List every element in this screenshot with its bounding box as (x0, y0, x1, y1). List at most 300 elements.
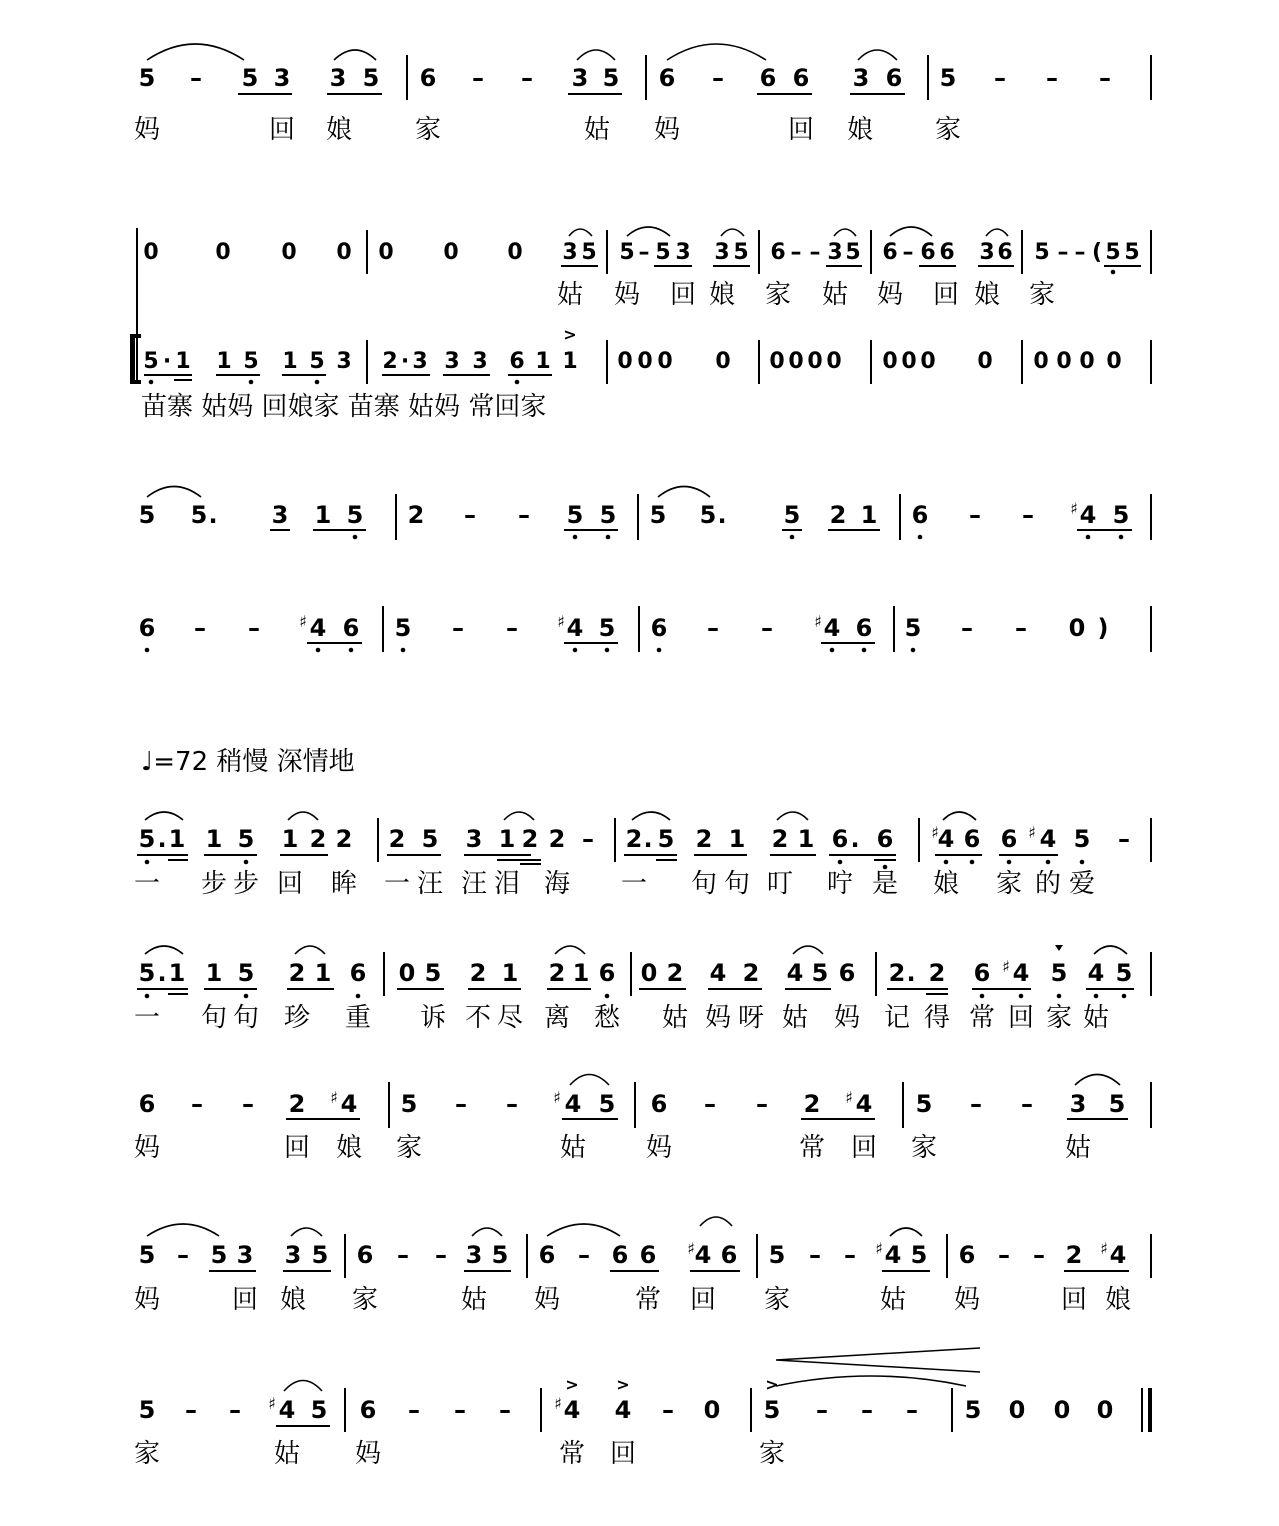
lyric: 娘 (279, 1285, 307, 1315)
lyric: 娘 (846, 115, 874, 145)
tie (284, 1381, 322, 1392)
lyric: 常 (968, 1003, 996, 1033)
note: 5 (138, 64, 156, 92)
note: 6 (911, 501, 929, 529)
note: 4 (563, 1396, 581, 1424)
note: 4 (1012, 959, 1030, 987)
note: 6 (138, 1090, 156, 1118)
lyric: 姑 (559, 1133, 587, 1163)
note: 2 (548, 825, 566, 853)
dot-mark: . (717, 501, 727, 529)
note: 5 (190, 501, 208, 529)
lyric: 姑 (821, 280, 849, 310)
rest: 0 (657, 349, 673, 374)
tie (472, 1228, 502, 1236)
dash: – (1015, 614, 1027, 642)
rest: 0 (378, 240, 394, 265)
low-dot (830, 648, 835, 653)
rest: 0 (640, 959, 658, 987)
lyric: 家 (133, 1439, 161, 1469)
sharp-sign: ♯ (1100, 1239, 1108, 1258)
note: 6 (997, 240, 1013, 265)
lyric: 姑 (879, 1285, 907, 1315)
tie (776, 1376, 966, 1386)
low-dot (1019, 994, 1024, 999)
low-dot (349, 648, 354, 653)
lyric: 一 (133, 869, 161, 899)
note: 6 (963, 825, 981, 853)
dash: – (521, 64, 533, 92)
tie (834, 229, 856, 236)
system-bracket (130, 334, 141, 384)
lyric: 娘 (708, 280, 736, 310)
note: 5 (1112, 501, 1130, 529)
note: 5 (602, 64, 620, 92)
note: 1 (168, 959, 186, 987)
dash: – (1118, 825, 1130, 853)
dash: – (454, 1396, 466, 1424)
lyric: 妈 (704, 1003, 732, 1033)
dot-mark: . (157, 825, 167, 853)
note: 1 (860, 501, 878, 529)
low-dot (315, 380, 320, 385)
note: 6 (138, 614, 156, 642)
note: 3 (284, 1241, 302, 1269)
dash: – (969, 501, 981, 529)
note: 5 (939, 64, 957, 92)
low-dot (918, 535, 923, 540)
note: 4 (566, 614, 584, 642)
dot-mark: . (906, 959, 916, 987)
lyric: 家 (910, 1133, 938, 1163)
low-dot (605, 994, 610, 999)
lyric: 回 (268, 115, 296, 145)
low-dot (1080, 860, 1085, 865)
tie (793, 946, 823, 954)
rest: 0 (1068, 614, 1086, 642)
low-dot (573, 648, 578, 653)
note: 5 (1050, 959, 1068, 987)
dash: – (844, 1241, 856, 1269)
note: 1 (501, 959, 519, 987)
lyric: 诉 (419, 1003, 447, 1033)
note: 4 (1087, 959, 1105, 987)
lyric: 妈 (876, 280, 904, 310)
lyric: 回 (669, 280, 697, 310)
note: 6 (838, 959, 856, 987)
sharp-sign: ♯ (557, 612, 565, 631)
paren: ( (1091, 240, 1103, 265)
rest: 0 (807, 349, 823, 374)
lyric: 妈 (133, 1133, 161, 1163)
note: 2 (548, 959, 566, 987)
lyric: 离 (543, 1003, 571, 1033)
rest: 0 (715, 349, 731, 374)
lyric: 一 (620, 869, 648, 899)
lyric: 咛 (826, 869, 854, 899)
rest: 0 (617, 349, 633, 374)
rest: 0 (507, 240, 523, 265)
note: 3 (329, 64, 347, 92)
low-dot (1119, 535, 1124, 540)
dash: – (902, 240, 914, 265)
rest: 0 (769, 349, 785, 374)
sharp-sign: ♯ (687, 1239, 695, 1258)
note: 1 (535, 349, 551, 374)
lyric: 记 (883, 1003, 911, 1033)
dash: – (229, 1396, 241, 1424)
note: 5 (491, 1241, 509, 1269)
note: 6 (650, 1090, 668, 1118)
note: 5 (811, 959, 829, 987)
lyric: 重 (344, 1003, 372, 1033)
note: 5 (904, 614, 922, 642)
tie (147, 1224, 219, 1236)
note: 3 (472, 349, 488, 374)
lyric: 家 (1028, 280, 1056, 310)
dash: – (397, 1241, 409, 1269)
rest: 0 (920, 349, 936, 374)
low-dot (145, 648, 150, 653)
note: 6 (831, 825, 849, 853)
note: 2 (666, 959, 684, 987)
dash: – (408, 1396, 420, 1424)
note: 5 (581, 240, 597, 265)
lyric: 海 (543, 869, 571, 899)
rest: 0 (1056, 349, 1072, 374)
note: 6 (770, 240, 786, 265)
note: 4 (694, 1241, 712, 1269)
sharp-sign: ♯ (1070, 499, 1078, 518)
note: 6 (1000, 825, 1018, 853)
dash: – (816, 1396, 828, 1424)
tempo-text: ♩=72 稍慢 深情地 (141, 747, 355, 777)
note: 5 (138, 501, 156, 529)
tie (627, 227, 670, 236)
tie (334, 50, 376, 60)
tie (147, 44, 244, 60)
note: 5 (655, 240, 671, 265)
note: 2 (803, 1090, 821, 1118)
note: 3 (271, 501, 289, 529)
tie (547, 1224, 620, 1236)
dash: – (704, 1090, 716, 1118)
tie (288, 812, 318, 820)
dash: – (191, 1090, 203, 1118)
dash: – (455, 1090, 467, 1118)
rest: 0 (143, 240, 159, 265)
low-dot (1086, 535, 1091, 540)
dash: – (452, 614, 464, 642)
note: 5 (915, 1090, 933, 1118)
lyric: 尽 (496, 1003, 524, 1033)
dot-mark: . (157, 959, 167, 987)
dash: – (499, 1396, 511, 1424)
low-dot (980, 994, 985, 999)
tie (721, 229, 744, 236)
lyric: 回 (689, 1285, 717, 1315)
note: 6 (882, 240, 898, 265)
accent-mark: > (616, 1375, 630, 1394)
low-dot (862, 648, 867, 653)
dash: – (707, 614, 719, 642)
note: 5 (210, 1241, 228, 1269)
dash: – (1074, 240, 1086, 265)
tie (145, 812, 183, 820)
accent-mark: > (563, 325, 577, 344)
note: 1 (728, 825, 746, 853)
rest: 0 (788, 349, 804, 374)
lyric: 愁 (593, 1003, 621, 1033)
note: 1 (562, 349, 578, 374)
lyric: 一 (133, 1003, 161, 1033)
note: 6 (920, 240, 936, 265)
rest: 0 (1096, 1396, 1114, 1424)
dash: – (1057, 240, 1069, 265)
lyric: 家 (758, 1439, 786, 1469)
sharp-sign: ♯ (1028, 823, 1036, 842)
rest: 0 (398, 959, 416, 987)
rest: 0 (882, 349, 898, 374)
tie (1094, 946, 1127, 954)
lyric: 眸 (330, 869, 358, 899)
note: 4 (1039, 825, 1057, 853)
score-row-6 (134, 812, 1151, 899)
low-dot (515, 380, 520, 385)
lyric: 娘 (1104, 1285, 1132, 1315)
note: 1 (281, 825, 299, 853)
note: 3 (444, 349, 460, 374)
rest: 0 (826, 349, 842, 374)
lyric: 家 (934, 115, 962, 145)
sharp-sign: ♯ (299, 612, 307, 631)
dash: – (1021, 1090, 1033, 1118)
lyric: 叮 (766, 869, 794, 899)
note: 5 (768, 1241, 786, 1269)
note: 3 (412, 349, 428, 374)
low-dot (244, 994, 249, 999)
dash: – (506, 1090, 518, 1118)
note: 4 (1079, 501, 1097, 529)
note: 5 (237, 825, 255, 853)
paren: ) (1097, 614, 1109, 642)
note: 6 (650, 614, 668, 642)
dash: – (242, 1090, 254, 1118)
note: 4 (340, 1090, 358, 1118)
low-dot (145, 994, 150, 999)
note: 2 (742, 959, 760, 987)
low-dot (145, 860, 150, 865)
dot-mark: . (643, 825, 653, 853)
note: 5 (346, 501, 364, 529)
tie (295, 946, 325, 954)
note: 5 (138, 1396, 156, 1424)
rest: 0 (977, 349, 993, 374)
rest: 0 (1033, 349, 1049, 374)
note: 1 (572, 959, 590, 987)
lyric: 句 (200, 1003, 228, 1033)
lyric: 姑 (661, 1003, 689, 1033)
low-dot (356, 994, 361, 999)
lyric: 家 (995, 869, 1023, 899)
low-dot (790, 535, 795, 540)
score-row-4 (139, 487, 1151, 541)
lyric: 句 (232, 1003, 260, 1033)
note: 5 (138, 959, 156, 987)
tie (291, 1228, 322, 1236)
accent-mark: > (565, 1375, 579, 1394)
note: 5 (237, 959, 255, 987)
note: 5 (763, 1396, 781, 1424)
tie (145, 946, 183, 954)
note: 6 (792, 64, 810, 92)
note: 2 (469, 959, 487, 987)
note: 2 (388, 825, 406, 853)
lyric: 姑 (1064, 1133, 1092, 1163)
note: 1 (314, 501, 332, 529)
sharp-sign: ♯ (845, 1088, 853, 1107)
note: 6 (658, 64, 676, 92)
tie (700, 1217, 732, 1226)
note: 5 (1115, 959, 1133, 987)
note: 5 (400, 1090, 418, 1118)
note: 6 (356, 1241, 374, 1269)
lyric: 娘 (932, 869, 960, 899)
lyric: 妈 (133, 115, 161, 145)
rest: 0 (703, 1396, 721, 1424)
note: 3 (675, 240, 691, 265)
lyric: 妈 (354, 1439, 382, 1469)
dash: – (582, 825, 594, 853)
low-dot (353, 535, 358, 540)
lyric: 家 (351, 1285, 379, 1315)
note: 6 (855, 614, 873, 642)
lyric: 的 (1034, 869, 1062, 899)
note: 6 (538, 1241, 556, 1269)
rest: 0 (1053, 1396, 1071, 1424)
note: 3 (827, 240, 843, 265)
note: 2 (1065, 1241, 1083, 1269)
lyric: 常 (634, 1285, 662, 1315)
tempo-marking (141, 747, 355, 777)
note: 2 (288, 959, 306, 987)
lyric: 姑 (583, 115, 611, 145)
note: 5 (619, 240, 635, 265)
dash: – (994, 64, 1006, 92)
rest: 0 (637, 349, 653, 374)
note: 2 (521, 825, 539, 853)
score-row-1 (134, 44, 1151, 145)
low-dot (944, 860, 949, 865)
rest: 0 (1106, 349, 1122, 374)
rest: 0 (281, 240, 297, 265)
low-dot (1111, 270, 1116, 275)
lyric: 妈 (133, 1285, 161, 1315)
dash: – (970, 1090, 982, 1118)
note: 3 (714, 240, 730, 265)
lyric: 家 (414, 115, 442, 145)
low-dot (1057, 994, 1062, 999)
note: 5 (845, 240, 861, 265)
low-dot (401, 648, 406, 653)
lyric: 爱 (1068, 869, 1096, 899)
low-dot (316, 648, 321, 653)
lyric: 姑 (460, 1285, 488, 1315)
note: 5 (421, 825, 439, 853)
lyric: 泪 (493, 869, 521, 899)
note: 1 (498, 825, 516, 853)
lyric: 回 (932, 280, 960, 310)
lyric: 姑 (556, 280, 584, 310)
tie (943, 812, 976, 820)
score-row-9 (134, 1217, 1151, 1315)
dash: – (177, 1241, 189, 1269)
lyric: 步 (200, 869, 228, 899)
note: 3 (979, 240, 995, 265)
note: 5 (964, 1396, 982, 1424)
low-dot (1007, 860, 1012, 865)
dash: – (712, 64, 724, 92)
rest: 0 (215, 240, 231, 265)
note: 3 (562, 240, 578, 265)
lyric: 家 (1045, 1003, 1073, 1033)
lyric: 回 (276, 869, 304, 899)
sharp-sign: ♯ (931, 823, 939, 842)
dash: – (809, 240, 821, 265)
lyric: 珍 (283, 1003, 311, 1033)
dash: – (185, 1396, 197, 1424)
low-dot (605, 648, 610, 653)
score-row-5 (139, 606, 1151, 652)
low-dot (244, 860, 249, 865)
lyric: 步 (232, 869, 260, 899)
note: 2 (288, 1090, 306, 1118)
lyric: 妈 (833, 1003, 861, 1033)
note: 5 (1124, 240, 1140, 265)
staccato-mark (1055, 945, 1063, 951)
note: 5 (1108, 1090, 1126, 1118)
note: 2 (771, 825, 789, 853)
lyric: 句 (723, 869, 751, 899)
low-dot (1094, 994, 1099, 999)
tie (667, 44, 766, 60)
low-dot (970, 860, 975, 865)
rest: 0 (1079, 349, 1095, 374)
lyric: 娘 (325, 115, 353, 145)
dash: – (248, 614, 260, 642)
dash: – (506, 614, 518, 642)
dash: – (1099, 64, 1111, 92)
dot-mark: · (162, 349, 172, 374)
note: 1 (282, 349, 298, 374)
note: 5 (143, 349, 159, 374)
lyric-line: 苗寨 姑妈 回娘家 苗寨 姑妈 常回家 (141, 392, 547, 422)
lyric: 常 (798, 1133, 826, 1163)
sharp-sign: ♯ (1002, 957, 1010, 976)
lyric: 不 (464, 1003, 492, 1033)
dash: – (790, 240, 802, 265)
lyric: 妈 (953, 1285, 981, 1315)
lyric: 常 (558, 1439, 586, 1469)
dash: – (861, 1396, 873, 1424)
low-dot (838, 860, 843, 865)
tie (504, 812, 534, 820)
note: 1 (216, 349, 232, 374)
lyric: 回 (609, 1439, 637, 1469)
note: 5 (657, 825, 675, 853)
dash: – (638, 240, 650, 265)
low-dot (606, 535, 611, 540)
